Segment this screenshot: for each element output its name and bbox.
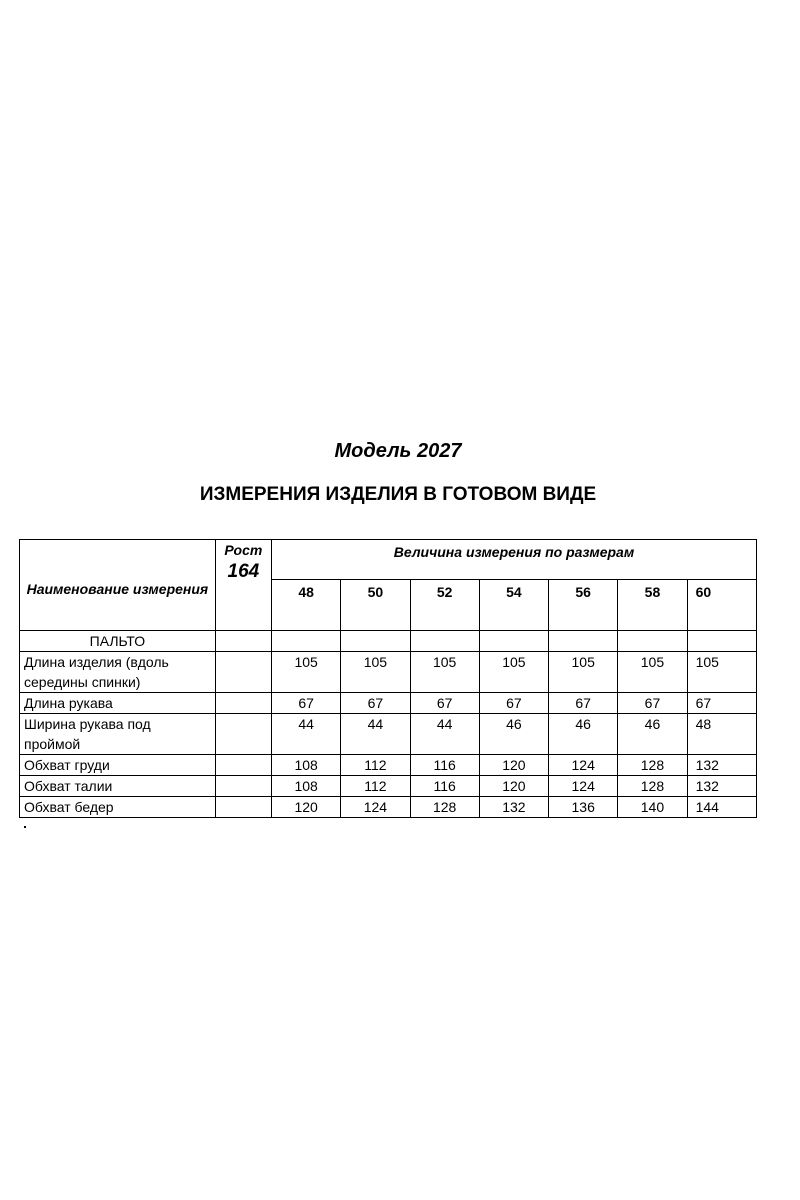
empty-cell: [410, 631, 479, 652]
size-header: 50: [341, 580, 410, 631]
section-row: [20, 631, 757, 652]
height-header: [215, 540, 271, 631]
height-cell: [215, 797, 271, 818]
empty-cell: [215, 631, 271, 652]
value-cell: 44: [341, 714, 410, 755]
measurement-name: Обхват груди: [20, 755, 216, 776]
value-cell: 144: [687, 797, 756, 818]
height-label: Рост: [224, 542, 263, 558]
height-cell: [215, 755, 271, 776]
value-cell: 128: [410, 797, 479, 818]
table-row: [20, 714, 757, 755]
value-cell: 46: [618, 714, 687, 755]
value-cell: 67: [687, 693, 756, 714]
table-row: [20, 776, 757, 797]
model-title: Модель 2027: [334, 440, 462, 462]
value-cell: 124: [341, 797, 410, 818]
value-cell: 140: [618, 797, 687, 818]
measurement-name: Обхват талии: [20, 776, 216, 797]
size-header: 58: [618, 580, 687, 631]
height-value: 164: [227, 561, 260, 582]
value-cell: 105: [687, 652, 756, 693]
value-cell: 67: [479, 693, 548, 714]
header-row-top: [20, 540, 757, 580]
height-cell: [215, 693, 271, 714]
value-cell: 46: [479, 714, 548, 755]
size-header: 48: [271, 580, 340, 631]
size-header: 60: [687, 580, 756, 631]
empty-cell: [549, 631, 618, 652]
value-cell: 120: [479, 776, 548, 797]
value-cell: 112: [341, 776, 410, 797]
size-header: 52: [410, 580, 479, 631]
document-title: ИЗМЕРЕНИЯ ИЗДЕЛИЯ В ГОТОВОМ ВИДЕ: [199, 484, 597, 505]
value-cell: 105: [549, 652, 618, 693]
value-cell: 136: [549, 797, 618, 818]
value-cell: 67: [410, 693, 479, 714]
value-cell: 67: [341, 693, 410, 714]
value-cell: 44: [271, 714, 340, 755]
empty-cell: [479, 631, 548, 652]
table-row: [20, 797, 757, 818]
measurement-name: Обхват бедер: [20, 797, 216, 818]
value-cell: 105: [410, 652, 479, 693]
value-cell: 105: [479, 652, 548, 693]
value-cell: 128: [618, 755, 687, 776]
height-cell: [215, 714, 271, 755]
value-cell: 67: [549, 693, 618, 714]
value-cell: 132: [687, 776, 756, 797]
value-cell: 132: [687, 755, 756, 776]
table-row: [20, 693, 757, 714]
value-cell: 108: [271, 755, 340, 776]
measurement-name: Длина рукава: [20, 693, 216, 714]
value-cell: 105: [618, 652, 687, 693]
measurement-name-header: Наименование измерения: [20, 540, 216, 631]
value-cell: 67: [271, 693, 340, 714]
size-header: 54: [479, 580, 548, 631]
value-cell: 116: [410, 776, 479, 797]
size-header: 56: [549, 580, 618, 631]
height-cell: [215, 652, 271, 693]
value-cell: 46: [549, 714, 618, 755]
value-cell: 105: [341, 652, 410, 693]
value-cell: 108: [271, 776, 340, 797]
value-cell: 116: [410, 755, 479, 776]
empty-cell: [687, 631, 756, 652]
value-cell: 48: [687, 714, 756, 755]
value-cell: 112: [341, 755, 410, 776]
table-row: [20, 755, 757, 776]
table-row: [20, 652, 757, 693]
sizes-header: Величина измерения по размерам: [271, 540, 756, 580]
empty-cell: [618, 631, 687, 652]
section-label: ПАЛЬТО: [20, 631, 216, 652]
height-cell: [215, 776, 271, 797]
value-cell: 128: [618, 776, 687, 797]
value-cell: 120: [271, 797, 340, 818]
value-cell: 105: [271, 652, 340, 693]
stray-dot: [24, 826, 26, 828]
empty-cell: [271, 631, 340, 652]
measurement-name: Ширина рукава под проймой: [20, 714, 216, 755]
value-cell: 120: [479, 755, 548, 776]
measurements-table: [19, 539, 757, 818]
value-cell: 124: [549, 755, 618, 776]
value-cell: 44: [410, 714, 479, 755]
empty-cell: [341, 631, 410, 652]
value-cell: 132: [479, 797, 548, 818]
measurement-name: Длина изделия (вдоль середины спинки): [20, 652, 216, 693]
value-cell: 67: [618, 693, 687, 714]
value-cell: 124: [549, 776, 618, 797]
